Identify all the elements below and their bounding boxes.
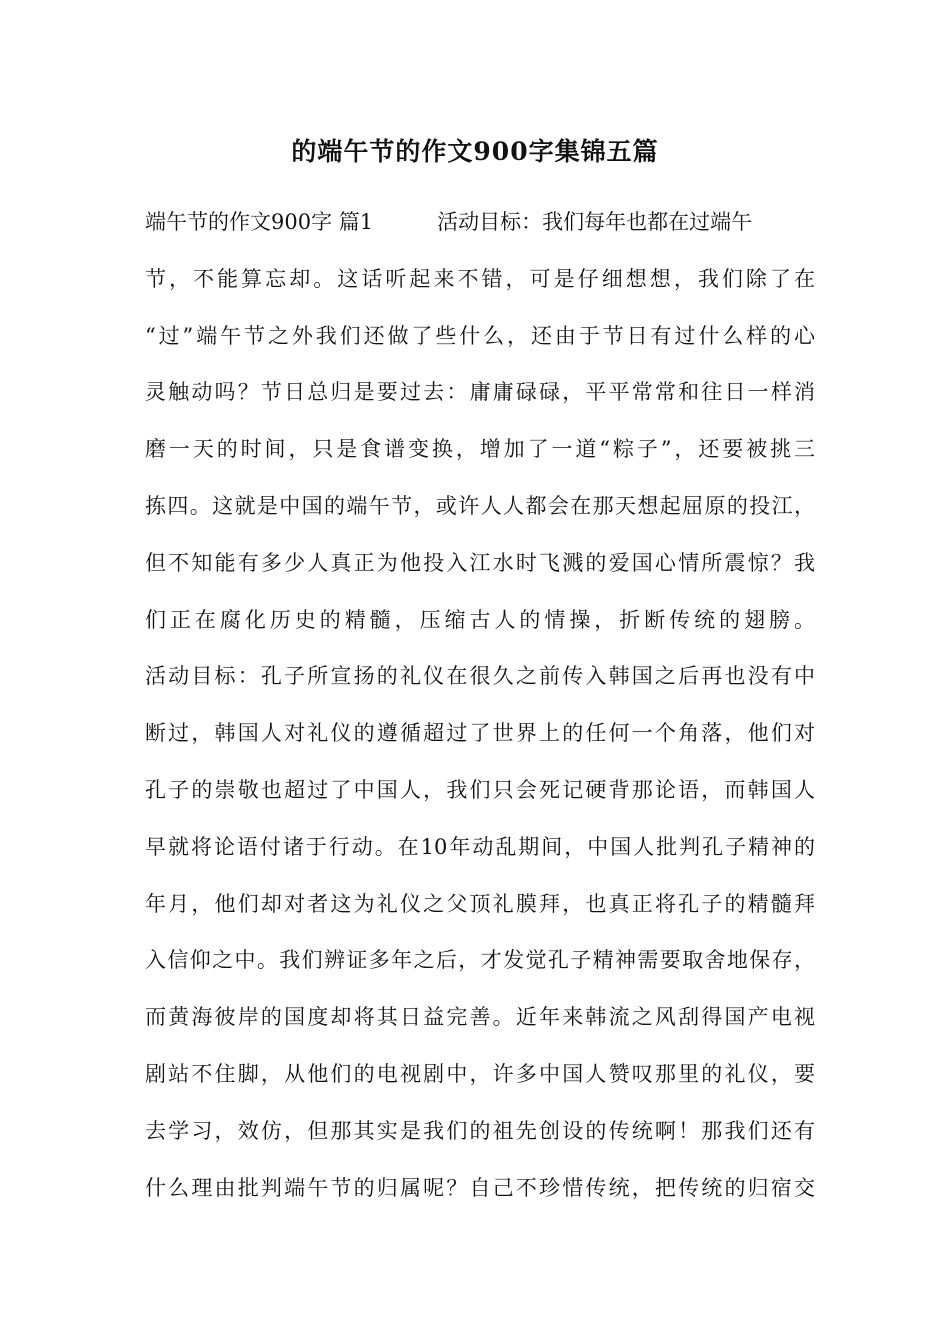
paragraph-line: 去学习，效仿，但那其实是我们的祖先创设的传统啊！那我们还有 — [145, 1118, 815, 1143]
document-body — [145, 194, 815, 1216]
paragraph-line: 拣四。这就是中国的端午节，或许人人都会在那天想起屈原的投江， — [145, 493, 815, 518]
first-paragraph-line — [145, 194, 815, 251]
paragraph-line: 孔子的崇敬也超过了中国人，我们只会死记硬背那论语，而韩国人 — [145, 777, 815, 802]
paragraph-line: 磨一天的时间，只是食谱变换，增加了一道“粽子”，还要被挑三 — [145, 437, 815, 462]
paragraph-line: 入信仰之中。我们辨证多年之后，才发觉孔子精神需要取舍地保存， — [145, 948, 815, 973]
paragraph-line: 们正在腐化历史的精髓，压缩古人的情操，折断传统的翅膀。 — [145, 607, 815, 632]
paragraph-line: 断过，韩国人对礼仪的遵循超过了世界上的任何一个角落，他们对 — [145, 721, 815, 746]
paragraph-line: 早就将论语付诸于行动。在10年动乱期间，中国人批判孔子精神的 — [145, 834, 815, 859]
paragraph-line: 什么理由批判端午节的归属呢？自己不珍惜传统，把传统的归宿交 — [145, 1175, 815, 1200]
paragraph-line: 活动目标：孔子所宣扬的礼仪在很久之前传入韩国之后再也没有中 — [145, 664, 815, 689]
paragraph-line: “过”端午节之外我们还做了些什么，还由于节日有过什么样的心 — [145, 323, 815, 348]
paragraph-line: 节，不能算忘却。这话听起来不错，可是仔细想想，我们除了在 — [145, 266, 815, 291]
document-title: 的端午节的作文900字集锦五篇 — [291, 137, 659, 166]
paragraph-line: 灵触动吗？节日总归是要过去：庸庸碌碌，平平常常和往日一样消 — [145, 380, 815, 405]
paragraph-line: 剧站不住脚，从他们的电视剧中，许多中国人赞叹那里的礼仪，要 — [145, 1061, 815, 1086]
paragraph-line-text: 活动目标：我们每年也都在过端午 — [437, 210, 753, 234]
paragraph-line: 年月，他们却对者这为礼仪之父顶礼膜拜，也真正将孔子的精髓拜 — [145, 891, 815, 916]
section-heading: 端午节的作文900字 篇1 — [145, 210, 374, 234]
paragraph-line: 但不知能有多少人真正为他投入江水时飞溅的爱国心情所震惊？我 — [145, 550, 815, 575]
paragraph-line: 而黄海彼岸的国度却将其日益完善。近年来韩流之风刮得国产电视 — [145, 1005, 815, 1030]
